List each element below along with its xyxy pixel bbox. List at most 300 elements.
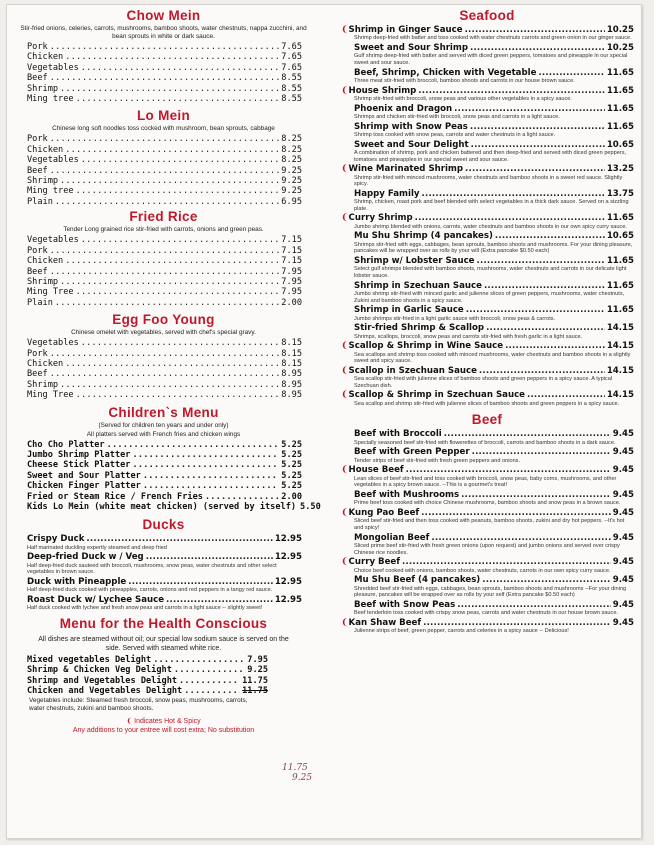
item-name: Sweet and Sour Shrimp <box>354 43 468 53</box>
menu-item <box>341 85 634 103</box>
right-column <box>340 5 634 636</box>
menu-item <box>354 575 634 599</box>
leader-dots <box>471 140 605 150</box>
item-price: 14.15 <box>606 323 634 334</box>
leader-dots <box>60 277 279 287</box>
item-name: Beef <box>27 369 48 380</box>
leader-dots <box>465 25 605 35</box>
item-price: 13.25 <box>606 164 634 175</box>
item-price: 9.45 <box>612 557 634 568</box>
menu-item-row <box>27 349 302 359</box>
menu-item <box>354 447 634 464</box>
menu-item <box>27 552 302 576</box>
menu-item <box>354 189 634 213</box>
item-description: Jumbo shrimp stir-fried with minced garlic and julienne slices of green peppers, mushrooms, water chestnuts, Zukini and bamboo shoots in a spicy sauce. <box>354 290 625 304</box>
item-price: 9.45 <box>612 575 634 586</box>
menu-item-row <box>27 94 302 104</box>
item-name: House Shrimp <box>348 85 417 96</box>
menu-item-row <box>27 440 302 450</box>
item-price: 9.25 <box>281 165 302 176</box>
menu-item-row <box>354 104 634 114</box>
item-price: 9.45 <box>612 532 634 543</box>
leader-dots <box>486 323 605 333</box>
item-description: Select gulf shrimps blended with bamboo shoots, mushrooms, water chestnuts and carrots in our delicate light lobster sauce. <box>354 266 627 279</box>
item-price: 14.15 <box>606 341 634 352</box>
leader-dots <box>470 43 605 53</box>
menu-item <box>341 557 634 574</box>
leader-dots <box>50 42 280 52</box>
item-description: Jumbo shrimp blended with onions, carrots, water chestnuts and bamboo shoots in our own spicy curry sauce. <box>354 223 627 230</box>
section-title: Children`s Menu <box>108 404 219 420</box>
leader-dots <box>472 447 611 457</box>
item-description: Shrimp, chicken, roast pork and beef blended with select vegetables in a thick dark sauce. Served on a sizzling plate. <box>354 199 629 212</box>
leader-dots <box>470 122 605 132</box>
item-name: Scallop in Szechuan Sauce <box>348 365 477 376</box>
item-name: Wine Marinated Shrimp <box>348 164 464 175</box>
chili-icon: ❨ <box>341 390 349 401</box>
leader-dots <box>65 145 279 155</box>
menu-item <box>341 507 634 532</box>
menu-item-row <box>27 256 302 266</box>
item-price: 8.95 <box>281 369 302 380</box>
item-price: 7.15 <box>281 256 302 267</box>
menu-item-row <box>27 665 268 675</box>
chili-icon: ❨ <box>341 365 349 376</box>
chili-icon: ❨ <box>341 465 349 476</box>
beef-section <box>340 411 634 634</box>
menu-item-row <box>341 507 634 518</box>
item-price: 8.95 <box>281 379 302 390</box>
handwritten-price-1: 11.75 <box>282 763 308 773</box>
item-description: Jumbo shrimps stir-fried in a light garlic sauce with broccoli, snow peas & carrots. <box>354 315 556 322</box>
menu-item-row <box>341 617 634 628</box>
price-list <box>15 338 312 400</box>
item-name: Ming Tree <box>27 390 74 401</box>
leader-dots <box>65 256 279 266</box>
item-description: Tender strips of beef stir-fried with fresh green peppers and onions. <box>354 457 521 464</box>
chili-icon: ❨ <box>341 341 349 352</box>
fried-rice-section <box>15 208 312 308</box>
section-description: Tender Long grained rice stir-fried with carrots, onions and green peas. <box>63 226 264 234</box>
menu-item-row <box>27 287 302 297</box>
item-price: 7.95 <box>281 287 302 298</box>
leader-dots <box>143 471 279 481</box>
egg-foo-young-section <box>15 311 312 400</box>
menu-item-row <box>341 85 634 96</box>
leader-dots <box>132 460 279 470</box>
menu-item-row <box>341 164 634 175</box>
item-price: 7.95 <box>247 655 268 665</box>
item-price: 8.25 <box>281 134 302 145</box>
item-price: 7.65 <box>281 42 302 52</box>
ducks-section <box>15 516 312 612</box>
handwritten-prices <box>282 763 312 783</box>
item-price: 11.75 <box>242 686 268 697</box>
item-name: Kan Shaw Beef <box>348 617 422 628</box>
item-price: 2.00 <box>281 297 302 308</box>
leader-dots <box>55 197 279 207</box>
leader-dots <box>423 618 611 628</box>
leader-dots <box>81 338 280 348</box>
item-price: 8.15 <box>281 358 302 369</box>
leader-dots <box>527 390 605 400</box>
menu-item-row <box>341 365 634 376</box>
item-name: Shrimp and Vegetables Delight <box>27 675 178 686</box>
item-name: Cho Cho Platter <box>27 439 105 450</box>
item-name: Shrimp w/ Lobster Sauce <box>354 255 475 266</box>
menu-item-row <box>354 305 634 315</box>
leader-dots <box>179 676 240 686</box>
legend-text: Indicates Hot & Spicy <box>134 717 201 725</box>
item-price: 10.25 <box>606 25 634 35</box>
item-name: Beef <box>27 73 48 84</box>
item-price: 8.55 <box>281 73 302 84</box>
item-description: Half deep-fried duck cooked with pineapples, carrots, onions and red peppers in a tangy red sauce. <box>27 587 273 594</box>
item-description: Half duck cooked with lychee and fresh snow peas and carrots in a light sauce -- slightly sweet! <box>27 605 263 612</box>
menu-item-row <box>27 481 302 491</box>
item-name: Chicken Finger Platter <box>27 481 141 492</box>
menu-item-row <box>27 186 302 196</box>
item-name: Chicken <box>27 144 64 155</box>
item-name: Curry Shrimp <box>348 213 413 224</box>
handwritten-price-2: 9.25 <box>292 773 313 783</box>
item-name: Shrimp <box>27 379 59 390</box>
item-description: Prime beef toss cooked with choice Chinese mushrooms, bamboo shoots and snow peas in a brown sauce. <box>354 500 621 507</box>
item-price: 9.25 <box>281 186 302 197</box>
item-price: 10.65 <box>606 231 634 242</box>
menu-item-row <box>354 575 634 585</box>
leader-dots <box>50 267 280 277</box>
leader-dots <box>81 155 280 165</box>
item-name: Beef with Mushrooms <box>354 489 460 500</box>
menu-item-row <box>27 552 302 562</box>
menu-item-row <box>27 176 302 186</box>
section-description: (Served for children ten years and under only) <box>98 421 229 429</box>
leader-dots <box>484 281 605 291</box>
item-name: Chicken <box>27 52 64 63</box>
menu-item-row <box>27 246 302 256</box>
item-price: 11.65 <box>606 103 634 114</box>
menu-item-row <box>27 534 302 544</box>
item-name: Roast Duck w/ Lychee Sauce <box>27 595 165 605</box>
menu-item <box>354 122 634 139</box>
item-name: Beef <box>27 266 48 277</box>
menu-item-row <box>27 197 302 207</box>
item-description: Shrimp deep-fried with batter and toss cooked with water chestnuts carrots and green onion in our ginger sauce. <box>354 35 632 42</box>
menu-item-row <box>27 450 302 460</box>
menu-item <box>354 68 634 85</box>
menu-item <box>354 43 634 67</box>
menu-item-row <box>354 140 634 150</box>
section-title: Lo Mein <box>136 108 191 124</box>
chow-mein-section <box>15 7 312 104</box>
item-name: Chicken <box>27 358 64 369</box>
item-name: Vegetables <box>27 338 79 349</box>
item-name: Vegetables <box>27 62 79 73</box>
item-price: 5.50 <box>300 502 321 512</box>
item-description: Sliced beef stir-fried and then toss cooked with peanuts, bamboo shoots, zukini and dry hot peppers. --It's hot and spicy! <box>354 518 625 531</box>
item-price: 7.15 <box>281 235 302 246</box>
leader-dots <box>107 440 280 450</box>
childrens-menu-section <box>15 404 321 513</box>
item-name: Deep-fried Duck w / Veg <box>27 552 144 563</box>
leader-dots <box>143 481 279 491</box>
item-description: Gulf shrimp deep-fried with batter and served with diced green peppers, tomatoes and pineapple in our special sweet and sour sauce. <box>354 53 628 66</box>
menu-item-row <box>354 281 634 291</box>
item-description: Beef tenderloin toss cooked with crispy snow peas, carrots and water chestnuts in our house brown sauce. <box>354 610 618 617</box>
item-name: Shrimp in Ginger Sauce <box>348 25 463 35</box>
item-price: 12.95 <box>274 534 302 545</box>
menu-item-row <box>27 63 302 73</box>
item-name: Mu Shu Beef (4 pancakes) <box>354 575 481 586</box>
menu-item-row <box>354 533 634 543</box>
item-name: Jumbo Shrimp Platter <box>27 449 131 460</box>
item-name: Beef <box>27 165 48 176</box>
item-description: Three meat stir-fried with broccoli, bamboo shoots and carrots in our house brown sauce. <box>354 78 575 84</box>
item-description: Choice beef cooked with onions, bamboo shoots, water chestnuts, carrots in our own spicy curry sauce. <box>354 567 611 574</box>
leader-dots <box>431 533 610 543</box>
menu-item-row <box>27 676 268 686</box>
menu-item <box>341 365 634 390</box>
item-name: Ming tree <box>27 94 74 105</box>
section-description: Chinese long soft noodles toss cocked with mushroom, bean sprouts, cabbage <box>52 125 275 133</box>
item-name: Shrimp in Garlic Sauce <box>354 305 464 316</box>
item-description: Half marinated duckling expertly steamed and deep fried <box>27 544 167 551</box>
menu-item-row <box>27 471 302 481</box>
leader-dots <box>132 450 279 460</box>
menu-item-row <box>354 43 634 53</box>
leader-dots <box>184 686 240 696</box>
leader-dots <box>65 52 279 62</box>
item-name: Crispy Duck <box>27 534 85 545</box>
menu-item-row <box>354 429 634 439</box>
section-description: Stir-fried onions, celeries, carrots, mushrooms, bamboo shoots, water chestnuts, nappa zucchini, and bean sprouts in white or dark sauce. <box>20 25 307 40</box>
item-description: Specially seasoned beef stir-fried with flowerettes of broccoli, carrots and bamboo shoots in a dark sauce. <box>354 439 616 446</box>
item-description: Half deep-fried duck sauteed with broccoli, mushrooms, snow peas, water chestnuts and other select vegetables in brown sauce. <box>27 562 277 576</box>
item-name: Pork <box>27 42 48 52</box>
item-price: 12.95 <box>274 577 302 587</box>
menu-item-row <box>27 73 302 83</box>
additions-note: Any additions to your entree will cost extra; No substitution <box>72 726 255 734</box>
item-description: Shrimp stir-fried with minced mushrooms, water chestnuts and bamboo shoots in a sweet red sauce. Slightly spicy. <box>354 174 623 188</box>
chili-icon: ❨ <box>341 25 349 35</box>
menu-item <box>354 104 634 121</box>
leader-dots <box>76 186 280 196</box>
lo-mein-section <box>15 107 312 207</box>
menu-item <box>354 490 634 507</box>
item-price: 11.65 <box>606 280 634 291</box>
leader-dots <box>65 359 279 369</box>
item-price: 11.65 <box>606 121 634 132</box>
leader-dots <box>415 213 605 223</box>
item-price: 8.15 <box>281 338 302 349</box>
price-list <box>15 235 312 308</box>
leader-dots <box>482 575 611 585</box>
menu-item-row <box>27 369 302 379</box>
menu-item-row <box>27 686 268 696</box>
item-name: Cheese Stick Platter <box>27 460 131 471</box>
price-list <box>15 439 321 513</box>
item-name: Shrimp & Chicken Veg Delight <box>27 665 172 676</box>
leader-dots <box>174 665 245 675</box>
menu-item-row <box>27 155 302 165</box>
leader-dots <box>55 298 279 308</box>
leader-dots <box>406 465 611 475</box>
leader-dots <box>81 235 280 245</box>
leader-dots <box>76 287 280 297</box>
item-price: 11.65 <box>606 213 634 224</box>
leader-dots <box>466 305 605 315</box>
section-description: All dishes are steamed without oil; our special low sodium sauce is served on the side. Served with steamed white rice. <box>38 636 289 652</box>
leader-dots <box>402 557 611 567</box>
item-name: Scallop & Shrimp in Szechuan Sauce <box>348 390 525 401</box>
item-price: 9.25 <box>281 176 302 187</box>
menu-item <box>341 164 634 188</box>
item-name: Shrimp <box>27 176 59 187</box>
item-name: Beef with Broccoli <box>354 429 442 440</box>
leader-dots <box>422 189 605 199</box>
menu-item <box>341 465 634 489</box>
item-name: Mixed vegetables Delight <box>27 655 152 665</box>
menu-item-row <box>27 359 302 369</box>
menu-item <box>341 213 634 230</box>
item-description: Sea scallop and shrimp stir-fried with julienne slices of bamboo shoots and green peppers in a spicy sauce. <box>354 400 620 407</box>
item-price: 2.00 <box>281 491 302 502</box>
item-name: Chicken and Vegetables Delight <box>27 686 183 697</box>
menu-item-row <box>354 600 634 610</box>
section-title: Fried Rice <box>129 209 198 225</box>
item-description: Sliced prime beef stir-fried with fresh green onions (upon request) and jumbo onions and served over crispy Chinese rice noodles. <box>354 542 620 556</box>
item-name: Happy Family <box>354 188 420 199</box>
menu-item <box>354 281 634 305</box>
item-price: 11.65 <box>606 85 634 96</box>
item-name: Stir-fried Shrimp & Scallop <box>354 323 485 334</box>
item-price: 5.25 <box>281 470 302 481</box>
leader-dots <box>153 655 245 665</box>
menu-item-row <box>341 341 634 352</box>
item-name: Duck with Pineapple <box>27 577 127 587</box>
left-column <box>15 5 321 783</box>
item-price: 9.25 <box>247 665 268 676</box>
item-name: Shrimp with Snow Peas <box>354 121 468 132</box>
menu-item <box>354 256 634 280</box>
leader-dots <box>495 231 605 241</box>
section-title: Seafood <box>459 8 515 23</box>
item-name: Vegetables <box>27 155 79 166</box>
item-price: 6.95 <box>281 196 302 207</box>
item-price: 9.45 <box>612 507 634 518</box>
item-price: 12.95 <box>274 552 302 563</box>
menu-item-row <box>27 42 302 52</box>
menu-item-row <box>27 277 302 287</box>
item-name: Shrimp in Szechuan Sauce <box>354 280 482 291</box>
menu-item-row <box>354 189 634 199</box>
item-description: Shrimps and chicken stir-fried with broccoli, snow peas and carrots in a light sauce. <box>354 114 560 120</box>
item-name: Shrimp <box>27 276 59 287</box>
item-description: Sea scallops and shrimp toss cooked with minced mushrooms, water chestnuts and bamboo shoots in a slightly sweet and spicy sauce. <box>354 351 631 365</box>
leader-dots <box>60 176 279 186</box>
section-description: All platters served with French fries and chicken wings <box>86 430 241 438</box>
item-price: 5.25 <box>281 460 302 471</box>
beef-list <box>340 429 634 634</box>
menu-item <box>341 341 634 365</box>
leader-dots <box>465 164 605 174</box>
item-price: 7.65 <box>281 52 302 63</box>
item-name: Phoenix and Dragon <box>354 103 453 114</box>
section-title: Beef <box>471 412 503 428</box>
menu-item <box>354 533 634 557</box>
menu-item-row <box>341 390 634 401</box>
item-name: Mu Shu Shrimp (4 pancakes) <box>354 231 493 242</box>
leader-dots <box>421 508 611 518</box>
menu-item-row <box>341 465 634 476</box>
item-name: Mongolian Beef <box>354 532 430 543</box>
item-price: 7.65 <box>281 62 302 73</box>
item-price: 8.15 <box>281 348 302 359</box>
leader-dots <box>86 534 272 544</box>
item-name: Beef with Snow Peas <box>354 599 456 610</box>
menu-item-row <box>27 380 302 390</box>
item-price: 5.25 <box>281 449 302 460</box>
item-name: Sweet and Sour Platter <box>27 470 141 481</box>
item-name: Ming Tree <box>27 287 74 298</box>
menu-item-row <box>27 84 302 94</box>
item-name: Beef, Shrimp, Chicken with Vegetable <box>354 67 537 78</box>
menu-item-row <box>354 68 634 78</box>
item-price: 10.25 <box>606 43 634 53</box>
leader-dots <box>76 390 280 400</box>
item-price: 7.95 <box>281 276 302 287</box>
menu-item <box>27 577 302 594</box>
menu-item-row <box>27 338 302 348</box>
item-price: 11.65 <box>606 305 634 316</box>
item-name: Shrimp <box>27 83 59 94</box>
leader-dots <box>128 577 273 587</box>
leader-dots <box>505 341 605 351</box>
leader-dots <box>418 86 605 96</box>
item-description: Sea scallop stir-fried with julienne slices of bamboo shoots and green peppers in a spicy sauce. A typical Szechuan dish. <box>354 376 613 389</box>
item-name: Curry Beef <box>348 557 400 568</box>
menu-item-row <box>27 145 302 155</box>
item-name: Chicken <box>27 256 64 267</box>
item-description: Shredded beef stir-fried with eggs, cabbages, bean sprouts, bamboo shoots and mushrooms --For your dining pleasure, pancakes will be wrapped over as rolls by your self (Extra pancake $0.50 each) <box>354 585 627 599</box>
menu-item-row <box>354 256 634 266</box>
item-name: Scallop & Shrimp in Wine Sauce <box>348 341 504 352</box>
item-price: 12.95 <box>274 595 302 605</box>
item-price: 8.55 <box>281 83 302 94</box>
chili-icon: ❨ <box>341 557 349 568</box>
item-name: Pork <box>27 245 48 256</box>
leader-dots <box>60 380 279 390</box>
item-price: 9.45 <box>612 429 634 440</box>
menu-item-row <box>27 492 302 502</box>
menu-item-row <box>27 655 268 665</box>
item-name: Ming tree <box>27 186 74 197</box>
leader-dots <box>444 429 611 439</box>
item-price: 10.65 <box>606 139 634 150</box>
item-name: Plain <box>27 297 53 308</box>
menu-item-row <box>27 235 302 245</box>
item-price: 9.45 <box>612 617 634 628</box>
chili-icon: ❨ <box>341 164 349 175</box>
leader-dots <box>50 246 280 256</box>
section-title: Chow Mein <box>126 8 201 23</box>
item-price: 14.15 <box>606 390 634 401</box>
price-list <box>15 42 312 104</box>
leader-dots <box>50 73 280 83</box>
health-section <box>15 615 312 735</box>
chili-icon: ❨ <box>126 717 133 725</box>
